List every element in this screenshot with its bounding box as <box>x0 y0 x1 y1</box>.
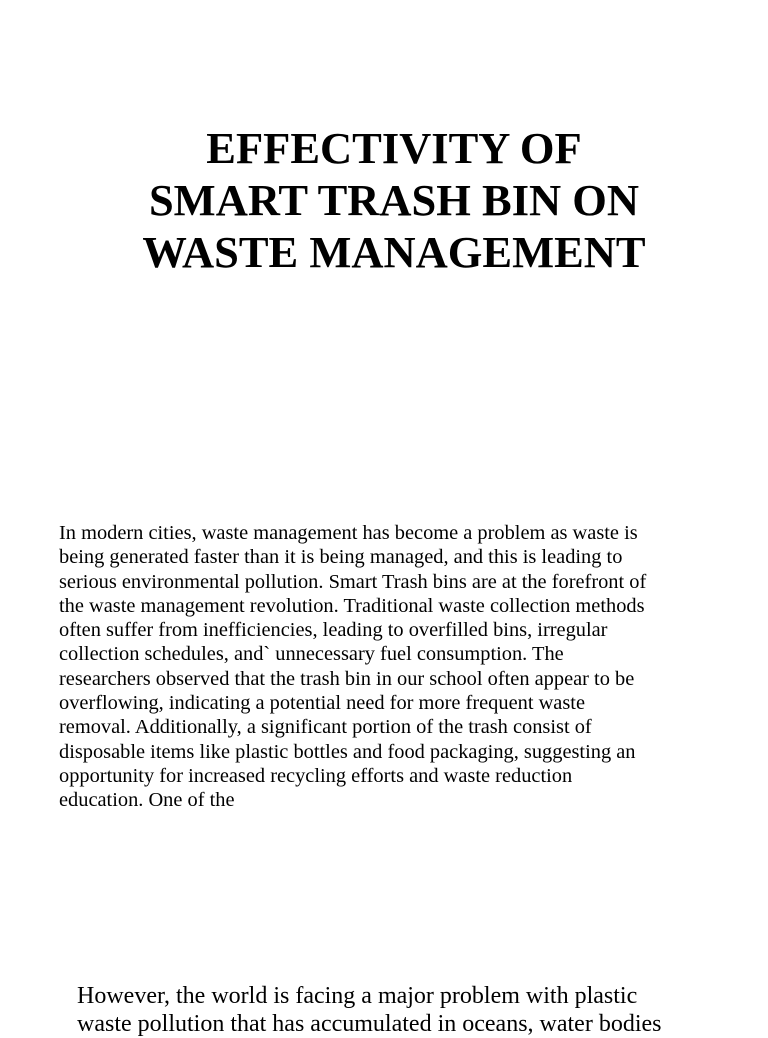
paragraph-line: researchers observed that the trash bin in our school often appear to be <box>59 667 635 690</box>
paragraph-line: serious environmental pollution. Smart Trash bins are at the forefront of <box>59 570 647 593</box>
paragraph-line: waste pollution that has accumulated in oceans, water bodies <box>77 1011 662 1037</box>
intro-paragraph <box>59 521 739 813</box>
title-line: EFFECTIVITY OF <box>206 123 582 173</box>
paragraph-line: opportunity for increased recycling efforts and waste reduction <box>59 764 573 787</box>
paragraph-line: disposable items like plastic bottles and food packaging, suggesting an <box>59 740 636 763</box>
document-title <box>0 122 768 278</box>
paragraph-line: collection schedules, and` unnecessary fuel consumption. The <box>59 643 564 666</box>
paragraph-line: In modern cities, waste management has become a problem as waste is <box>59 522 638 544</box>
paragraph-line: the waste management revolution. Traditional waste collection methods <box>59 594 645 617</box>
second-paragraph <box>77 982 768 1038</box>
paragraph-line: education. One of the <box>59 789 235 812</box>
paragraph-line: removal. Additionally, a significant portion of the trash consist of <box>59 716 592 739</box>
paragraph-line: overflowing, indicating a potential need for more frequent waste <box>59 692 586 715</box>
title-line: SMART TRASH BIN ON <box>148 175 640 225</box>
paragraph-line: often suffer from inefficiencies, leading to overfilled bins, irregular <box>59 619 608 642</box>
title-line: WASTE MANAGEMENT <box>142 227 646 277</box>
paragraph-line: However, the world is facing a major problem with plastic <box>77 983 638 1009</box>
paragraph-line: being generated faster than it is being managed, and this is leading to <box>59 546 623 569</box>
